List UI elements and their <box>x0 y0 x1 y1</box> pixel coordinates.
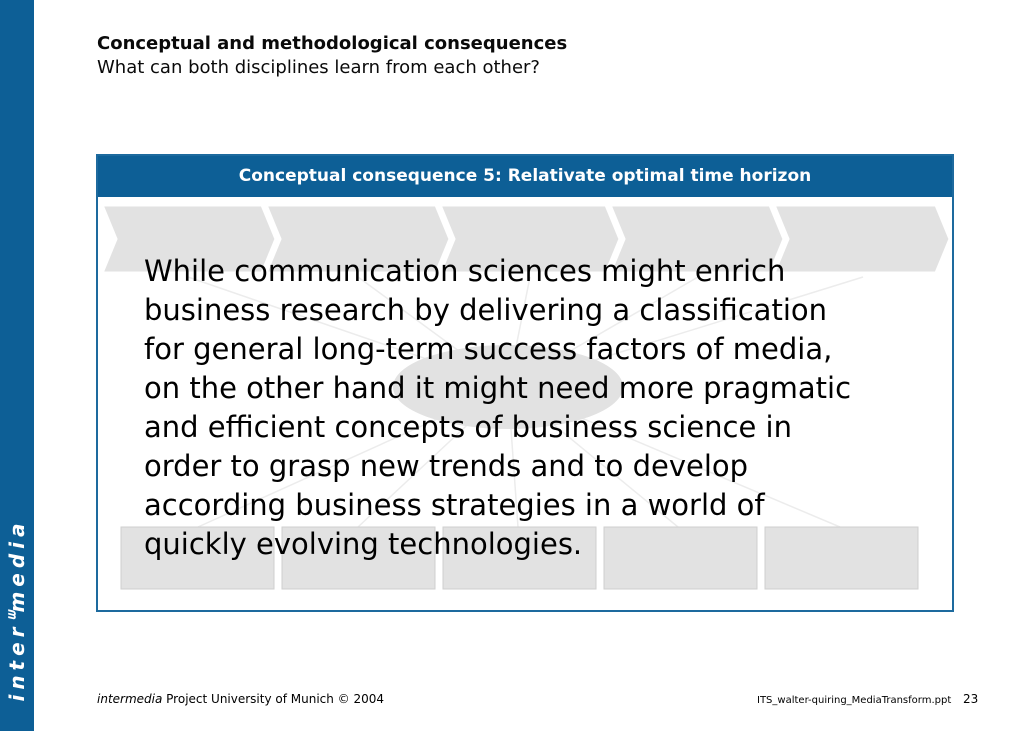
brand-prefix: inter <box>5 622 29 702</box>
footer-copyright <box>97 692 384 706</box>
footer-filename: ITS_walter-quiring_MediaTransform.ppt <box>757 695 952 706</box>
slide-subtitle: What can both disciplines learn from each other? <box>97 57 540 78</box>
brand-wordmark <box>5 518 29 701</box>
content-panel <box>96 154 954 612</box>
wifi-mark-icon: ᐜ <box>5 612 29 623</box>
brand-suffix: media <box>5 518 29 613</box>
brand-logo <box>0 490 34 731</box>
page-number: 23 <box>963 692 979 706</box>
sidebar-band <box>0 0 34 731</box>
slide-title: Conceptual and methodological consequences <box>97 33 568 54</box>
panel-body-text: While communication sciences might enrich business research by delivering a classification for general long-term success factors of media, on the other hand it might need more pragmatic and efficient concepts of business science in order to grasp new trends and to develop according business strategies in a world of quickly evolving technologies. <box>144 254 852 561</box>
footer-org-italic: intermedia <box>97 692 163 706</box>
footer-org-rest: Project University of Munich © 2004 <box>162 692 385 706</box>
panel-heading: Conceptual consequence 5: Relativate optimal time horizon <box>98 156 952 197</box>
